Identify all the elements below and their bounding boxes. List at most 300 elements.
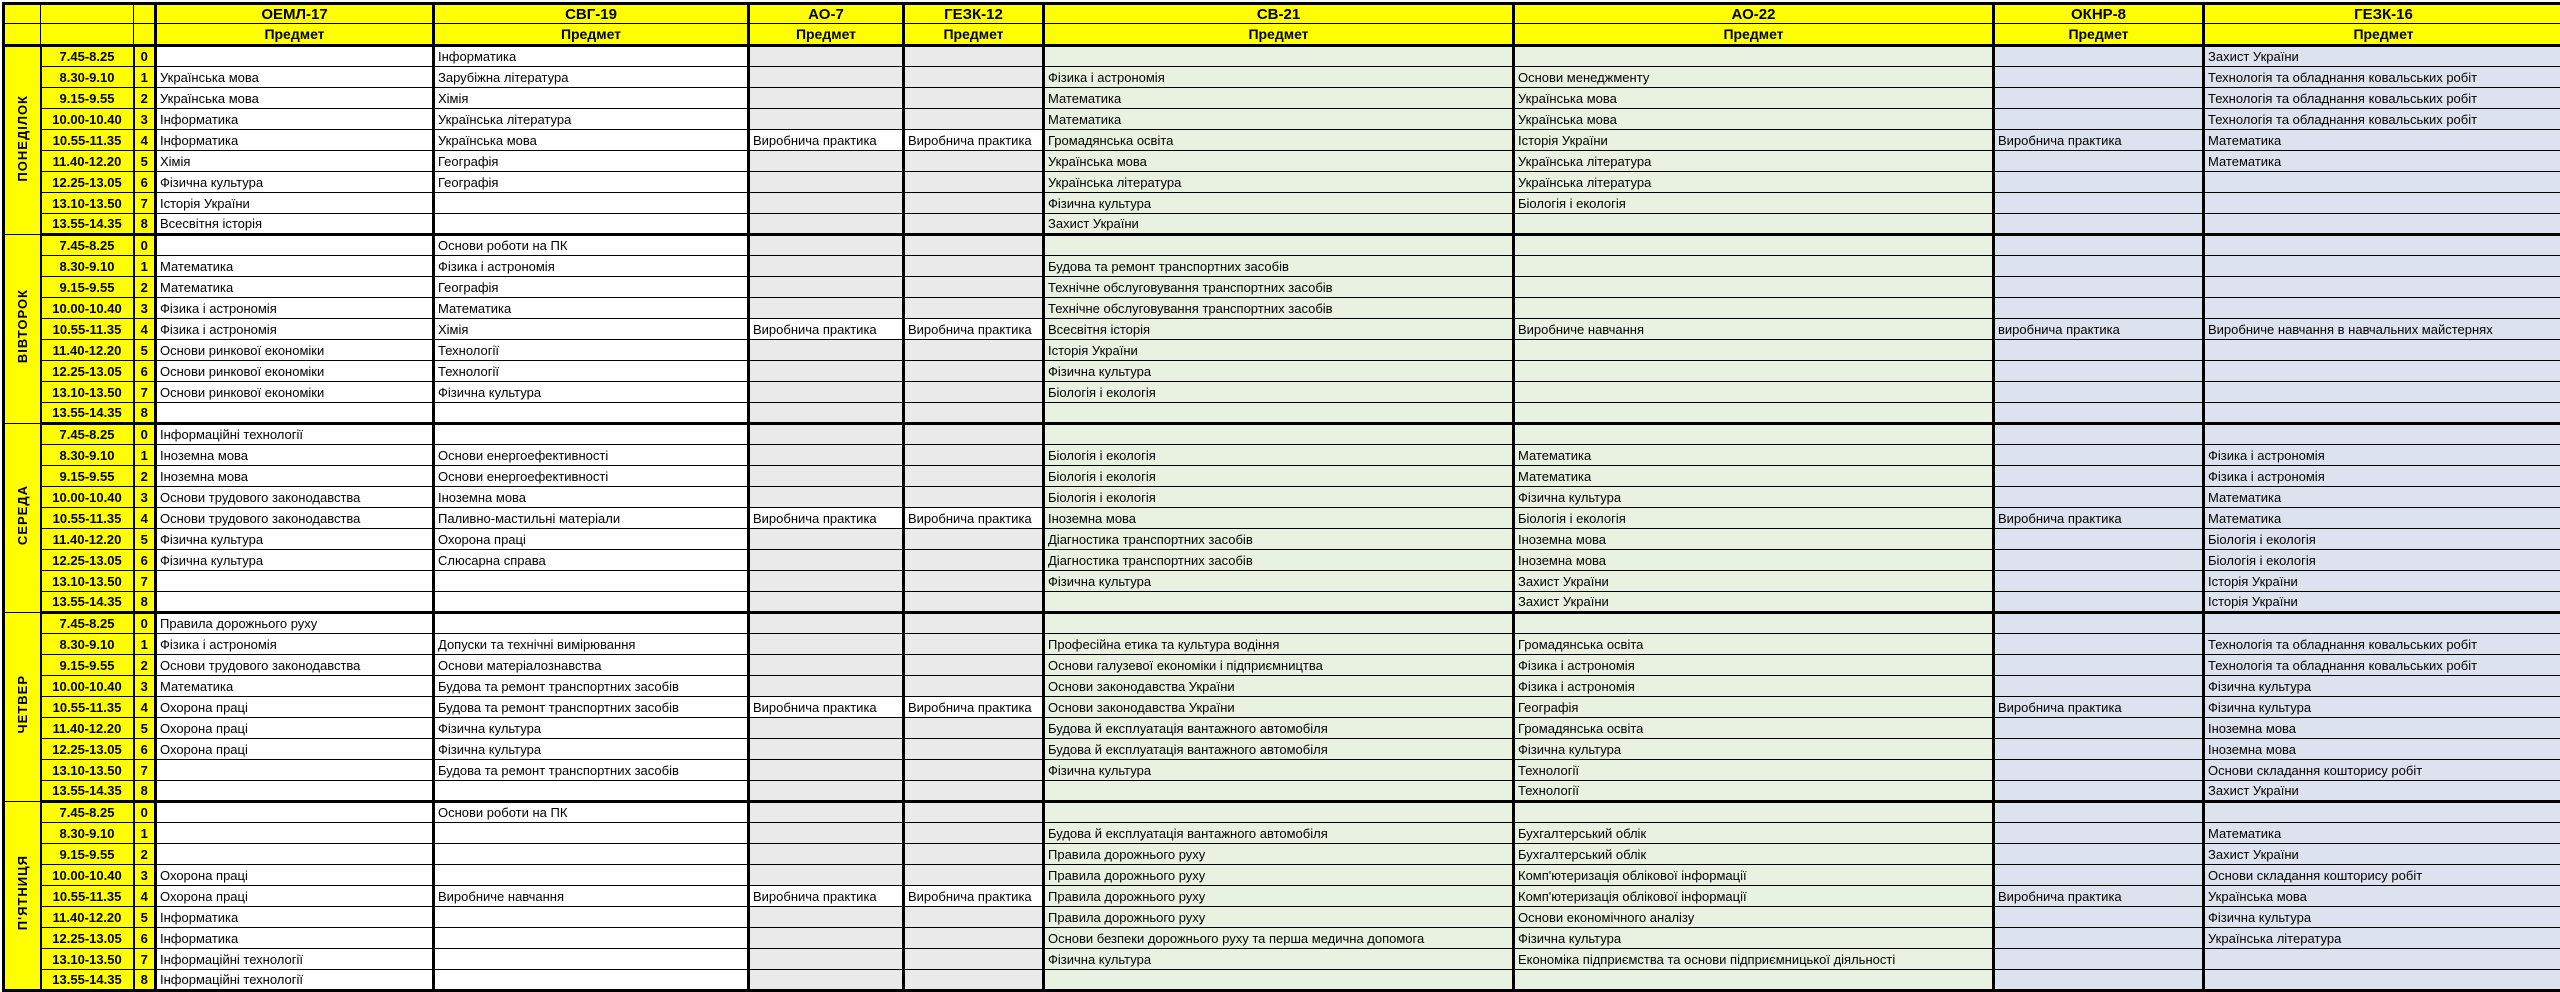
lesson-cell [434,424,749,445]
lesson-cell [1994,676,2204,697]
lesson-cell: Будова та ремонт транспортних засобів [434,760,749,781]
time-cell: 11.40-12.20 [41,907,134,928]
lesson-number-cell: 4 [134,319,156,340]
lesson-cell [749,718,904,739]
lesson-number-cell: 5 [134,718,156,739]
lesson-number-cell: 2 [134,88,156,109]
schedule-row [4,109,2560,130]
time-cell: 10.00-10.40 [41,487,134,508]
lesson-number-cell: 8 [134,781,156,802]
schedule-row [4,508,2560,529]
lesson-cell: Професійна етика та культура водіння [1044,634,1514,655]
lesson-cell [1994,256,2204,277]
lesson-cell [1994,277,2204,298]
group-header: ГЕЗК-16 [2204,4,2560,24]
schedule-row [4,718,2560,739]
lesson-cell [1994,844,2204,865]
lesson-cell [749,844,904,865]
lesson-cell [1514,298,1994,319]
schedule-row [4,466,2560,487]
lesson-cell: Виробнича практика [749,697,904,718]
lesson-cell: Фізична культура [2204,697,2560,718]
lesson-cell: Основи економічного аналізу [1514,907,1994,928]
schedule-row [4,571,2560,592]
lesson-cell: Будова й експлуатація вантажного автомобіля [1044,718,1514,739]
lesson-cell [1044,802,1514,823]
lesson-cell: Основи трудового законодавства [156,655,434,676]
lesson-cell [156,802,434,823]
schedule-row [4,256,2560,277]
time-cell: 13.10-13.50 [41,760,134,781]
lesson-cell: Іноземна мова [434,487,749,508]
lesson-cell: Українська література [2204,928,2560,949]
lesson-cell: Технології [1514,760,1994,781]
lesson-number-cell: 2 [134,466,156,487]
lesson-cell [1994,88,2204,109]
lesson-cell: Українська мова [1514,88,1994,109]
lesson-number-cell: 6 [134,928,156,949]
lesson-cell [156,592,434,613]
lesson-cell: Комп'ютеризація облікової інформації [1514,886,1994,907]
schedule-row [4,655,2560,676]
lesson-cell: Фізична культура [1044,361,1514,382]
time-cell: 10.55-11.35 [41,886,134,907]
lesson-cell [1994,634,2204,655]
lesson-cell [749,550,904,571]
lesson-cell [749,802,904,823]
lesson-cell: Хімія [156,151,434,172]
lesson-cell: Українська мова [2204,886,2560,907]
lesson-cell [156,571,434,592]
lesson-number-cell: 0 [134,613,156,634]
lesson-cell [1994,403,2204,424]
lesson-cell [749,781,904,802]
lesson-cell: Виробнича практика [749,886,904,907]
time-cell: 11.40-12.20 [41,151,134,172]
lesson-number-cell: 5 [134,529,156,550]
lesson-cell [1994,172,2204,193]
lesson-cell [749,277,904,298]
lesson-cell: Математика [2204,130,2560,151]
lesson-cell [904,403,1044,424]
lesson-cell [749,256,904,277]
lesson-cell [1044,424,1514,445]
lesson-cell: Іноземна мова [1514,529,1994,550]
time-cell: 10.00-10.40 [41,865,134,886]
lesson-cell [904,529,1044,550]
lesson-cell [1044,235,1514,256]
lesson-cell [749,613,904,634]
lesson-cell [1994,361,2204,382]
group-header: СВ-21 [1044,4,1514,24]
schedule-row [4,697,2560,718]
lesson-cell: Виробнича практика [904,886,1044,907]
time-cell: 13.10-13.50 [41,571,134,592]
lesson-cell [156,46,434,67]
lesson-number-cell: 2 [134,655,156,676]
lesson-cell [1994,550,2204,571]
lesson-cell: Математика [156,676,434,697]
lesson-cell: Основи матеріалознавства [434,655,749,676]
lesson-cell [434,214,749,235]
time-cell: 7.45-8.25 [41,613,134,634]
time-cell: 9.15-9.55 [41,88,134,109]
corner-day-header [4,4,41,24]
schedule-row [4,613,2560,634]
lesson-cell [749,529,904,550]
lesson-cell [904,718,1044,739]
schedule-row [4,634,2560,655]
lesson-cell [1994,781,2204,802]
schedule-row [4,172,2560,193]
lesson-cell: Іноземна мова [2204,739,2560,760]
subject-header: Предмет [434,24,749,46]
subject-header: Предмет [1994,24,2204,46]
lesson-cell [1994,529,2204,550]
schedule-row [4,340,2560,361]
lesson-cell [1994,466,2204,487]
time-cell: 13.55-14.35 [41,781,134,802]
lesson-cell [156,403,434,424]
lesson-cell [749,592,904,613]
lesson-cell [2204,193,2560,214]
lesson-cell [904,571,1044,592]
lesson-cell: Біологія і екологія [1044,487,1514,508]
lesson-cell: Інформатика [434,46,749,67]
lesson-cell [1994,802,2204,823]
lesson-cell: Захист України [2204,46,2560,67]
lesson-cell [1994,655,2204,676]
corner-num-header [134,4,156,24]
lesson-cell [2204,802,2560,823]
lesson-cell [904,424,1044,445]
lesson-cell [2204,214,2560,235]
schedule-row [4,550,2560,571]
lesson-cell: Виробнича практика [1994,508,2204,529]
lesson-cell [749,949,904,970]
lesson-cell: Всесвітня історія [1044,319,1514,340]
lesson-cell: Основи роботи на ПК [434,802,749,823]
lesson-cell: Виробнича практика [1994,130,2204,151]
lesson-cell [1994,592,2204,613]
lesson-cell [749,193,904,214]
schedule-row [4,361,2560,382]
lesson-number-cell: 3 [134,109,156,130]
lesson-cell [749,109,904,130]
lesson-cell: Іноземна мова [1044,508,1514,529]
lesson-cell: Захист України [2204,781,2560,802]
lesson-number-cell: 4 [134,886,156,907]
lesson-cell [904,592,1044,613]
lesson-cell: Правила дорожнього руху [1044,907,1514,928]
lesson-cell [1994,760,2204,781]
lesson-cell: Виробниче навчання [1514,319,1994,340]
lesson-cell: Основи галузевої економіки і підприємництва [1044,655,1514,676]
lesson-cell [749,487,904,508]
lesson-cell: Технологія та обладнання ковальських робіт [2204,109,2560,130]
lesson-number-cell: 3 [134,676,156,697]
lesson-cell [2204,403,2560,424]
lesson-number-cell: 5 [134,151,156,172]
schedule-row [4,928,2560,949]
lesson-cell [1514,235,1994,256]
lesson-cell [1994,823,2204,844]
time-cell: 8.30-9.10 [41,67,134,88]
time-cell: 11.40-12.20 [41,718,134,739]
schedule-row [4,529,2560,550]
lesson-cell [904,340,1044,361]
lesson-cell [1994,151,2204,172]
lesson-cell [434,949,749,970]
lesson-cell: Економіка підприємства та основи підприємницької діяльності [1514,949,1994,970]
lesson-cell [1994,970,2204,991]
lesson-number-cell: 0 [134,235,156,256]
lesson-cell [904,655,1044,676]
lesson-cell [749,571,904,592]
lesson-cell [749,172,904,193]
time-cell: 7.45-8.25 [41,802,134,823]
lesson-cell: Фізична культура [2204,907,2560,928]
lesson-cell: Виробнича практика [1994,886,2204,907]
lesson-number-cell: 0 [134,424,156,445]
corner-day-subheader [4,24,41,46]
lesson-cell [1994,907,2204,928]
lesson-cell [904,256,1044,277]
lesson-cell: Виробниче навчання в навчальних майстернях [2204,319,2560,340]
lesson-cell [904,844,1044,865]
lesson-cell [1514,256,1994,277]
lesson-cell [904,802,1044,823]
lesson-cell: Математика [434,298,749,319]
lesson-cell: Математика [156,277,434,298]
lesson-cell: Географія [434,277,749,298]
lesson-cell: Технології [434,340,749,361]
lesson-cell: Фізична культура [1044,193,1514,214]
lesson-cell [904,382,1044,403]
lesson-cell [1994,949,2204,970]
schedule-row [4,67,2560,88]
lesson-cell [2204,613,2560,634]
lesson-cell: Математика [1044,109,1514,130]
lesson-cell: Всесвітня історія [156,214,434,235]
lesson-cell: Фізична культура [156,550,434,571]
lesson-cell: Технічне обслуговування транспортних засобів [1044,277,1514,298]
lesson-cell [749,235,904,256]
lesson-cell: Географія [1514,697,1994,718]
day-label-text: П'ЯТНИЦЯ [16,855,29,930]
lesson-cell: Математика [1044,88,1514,109]
lesson-number-cell: 6 [134,361,156,382]
lesson-cell [2204,949,2560,970]
lesson-cell: Історія України [2204,571,2560,592]
day-label-text: ЧЕТВЕР [16,675,29,733]
time-cell: 13.10-13.50 [41,193,134,214]
lesson-cell: Фізика і астрономія [156,298,434,319]
lesson-cell [904,634,1044,655]
time-cell: 12.25-13.05 [41,172,134,193]
lesson-cell [749,634,904,655]
schedule-row [4,886,2560,907]
lesson-cell: виробнича практика [1994,319,2204,340]
lesson-cell [2204,277,2560,298]
lesson-cell: Слюсарна справа [434,550,749,571]
schedule-row [4,865,2560,886]
lesson-cell [749,865,904,886]
lesson-cell [434,781,749,802]
time-cell: 12.25-13.05 [41,739,134,760]
lesson-cell: Українська мова [156,88,434,109]
lesson-cell: Географія [434,172,749,193]
schedule-row [4,235,2560,256]
group-header: АО-22 [1514,4,1994,24]
lesson-cell: Математика [2204,508,2560,529]
lesson-cell: Основи менеджменту [1514,67,1994,88]
lesson-cell: Біологія і екологія [2204,550,2560,571]
lesson-cell [434,571,749,592]
lesson-cell: Основи ринкової економіки [156,382,434,403]
time-cell: 13.55-14.35 [41,970,134,991]
lesson-cell: Охорона праці [434,529,749,550]
schedule-row [4,130,2560,151]
group-header: ОКНР-8 [1994,4,2204,24]
lesson-number-cell: 6 [134,172,156,193]
lesson-cell: Виробнича практика [1994,697,2204,718]
time-cell: 13.10-13.50 [41,949,134,970]
lesson-cell: Хімія [434,88,749,109]
lesson-cell: Українська література [1514,172,1994,193]
lesson-cell: Математика [1514,445,1994,466]
lesson-cell [904,550,1044,571]
lesson-cell [904,907,1044,928]
lesson-cell: Захист України [1044,214,1514,235]
schedule-row [4,382,2560,403]
lesson-cell: Українська мова [156,67,434,88]
lesson-cell: Будова й експлуатація вантажного автомобіля [1044,739,1514,760]
schedule-row [4,277,2560,298]
lesson-cell: Технології [434,361,749,382]
lesson-cell: Фізична культура [1514,487,1994,508]
lesson-number-cell: 1 [134,634,156,655]
group-header: ОЕМЛ-17 [156,4,434,24]
lesson-cell: Інформатика [156,130,434,151]
lesson-cell [749,655,904,676]
lesson-cell: Іноземна мова [1514,550,1994,571]
day-label [4,235,41,424]
lesson-cell [749,823,904,844]
lesson-cell: Технологія та обладнання ковальських робіт [2204,655,2560,676]
lesson-cell: Технології [1514,781,1994,802]
lesson-cell: Технологія та обладнання ковальських робіт [2204,67,2560,88]
lesson-cell: Охорона праці [156,865,434,886]
lesson-cell: Бухгалтерський облік [1514,844,1994,865]
lesson-cell [2204,256,2560,277]
time-cell: 10.55-11.35 [41,697,134,718]
lesson-cell: Іноземна мова [2204,718,2560,739]
lesson-number-cell: 8 [134,970,156,991]
lesson-cell [1994,718,2204,739]
lesson-cell: Охорона праці [156,718,434,739]
schedule-row [4,802,2560,823]
lesson-cell: Виробнича практика [904,508,1044,529]
lesson-cell [749,676,904,697]
lesson-cell [434,592,749,613]
lesson-number-cell: 2 [134,277,156,298]
time-cell: 7.45-8.25 [41,235,134,256]
lesson-cell [1514,424,1994,445]
lesson-cell [904,46,1044,67]
lesson-cell: Фізична культура [1514,739,1994,760]
time-cell: 8.30-9.10 [41,823,134,844]
lesson-cell: Українська мова [434,130,749,151]
lesson-cell [1514,970,1994,991]
lesson-cell: Будова та ремонт транспортних засобів [434,697,749,718]
lesson-cell: Історія України [2204,592,2560,613]
lesson-cell: Інформатика [156,109,434,130]
time-cell: 7.45-8.25 [41,46,134,67]
lesson-cell [1994,739,2204,760]
schedule-row [4,88,2560,109]
lesson-cell [1994,214,2204,235]
lesson-number-cell: 6 [134,550,156,571]
time-cell: 9.15-9.55 [41,466,134,487]
lesson-cell: Математика [2204,823,2560,844]
lesson-cell [749,907,904,928]
lesson-cell: Громадянська освіта [1044,130,1514,151]
lesson-cell [1514,340,1994,361]
lesson-cell: Фізична культура [2204,676,2560,697]
lesson-cell [904,949,1044,970]
lesson-cell: Комп'ютеризація облікової інформації [1514,865,1994,886]
lesson-cell: Громадянська освіта [1514,634,1994,655]
lesson-cell [1514,361,1994,382]
lesson-number-cell: 0 [134,46,156,67]
lesson-cell [749,382,904,403]
lesson-cell: Захист України [1514,592,1994,613]
lesson-cell [434,928,749,949]
corner-time-subheader [41,24,134,46]
lesson-cell: Основи трудового законодавства [156,508,434,529]
lesson-cell [749,298,904,319]
lesson-cell: Правила дорожнього руху [1044,844,1514,865]
lesson-cell: Фізична культура [434,718,749,739]
lesson-cell [1044,46,1514,67]
lesson-number-cell: 3 [134,865,156,886]
lesson-cell [2204,970,2560,991]
lesson-cell: Біологія і екологія [2204,529,2560,550]
lesson-cell: Інформаційні технології [156,949,434,970]
lesson-cell [749,424,904,445]
lesson-cell: Бухгалтерський облік [1514,823,1994,844]
schedule-header [4,4,2560,46]
lesson-cell [1514,46,1994,67]
lesson-cell: Виробнича практика [904,697,1044,718]
lesson-cell: Допуски та технічні вимірювання [434,634,749,655]
time-cell: 11.40-12.20 [41,529,134,550]
time-cell: 8.30-9.10 [41,634,134,655]
lesson-cell [749,46,904,67]
lesson-cell [1994,445,2204,466]
lesson-cell: Фізична культура [434,739,749,760]
time-cell: 10.00-10.40 [41,109,134,130]
lesson-cell: Правила дорожнього руху [1044,865,1514,886]
group-header: ГЕЗК-12 [904,4,1044,24]
lesson-cell [1994,487,2204,508]
time-cell: 8.30-9.10 [41,256,134,277]
lesson-cell: Фізика і астрономія [434,256,749,277]
lesson-number-cell: 4 [134,130,156,151]
lesson-cell [749,928,904,949]
lesson-cell [156,781,434,802]
